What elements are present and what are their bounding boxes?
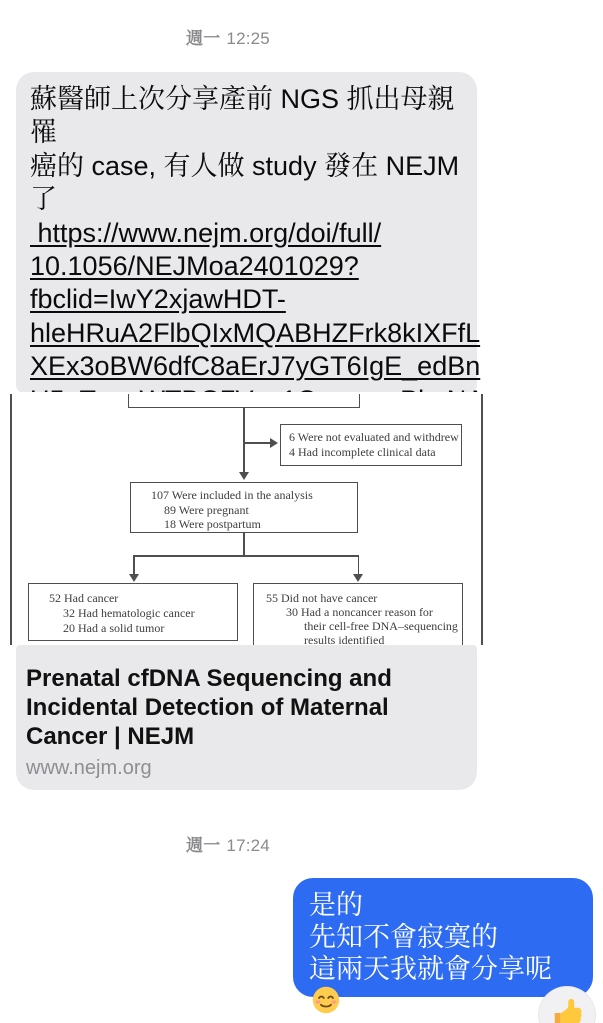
flowchart-withdrawn-box: [280, 424, 462, 466]
flowchart-text: 55 Did not have cancer: [266, 591, 378, 605]
title-line: Prenatal cfDNA Sequencing and: [26, 665, 392, 692]
figure-frame-left: [10, 394, 12, 645]
flowchart-text: 107 Were included in the analysis: [151, 488, 313, 502]
link-line[interactable]: hleHRuA2FlbQIxMQABHZFrk8kIXFfL: [30, 317, 481, 348]
flowchart-text: 52 Had cancer: [49, 591, 119, 605]
link-preview-domain: www.nejm.org: [26, 757, 152, 779]
timestamp-second: [0, 831, 456, 856]
thumbs-up-emoji-icon: [550, 996, 584, 1023]
sent-message-bubble[interactable]: [293, 878, 593, 997]
link-preview-image[interactable]: [0, 392, 603, 645]
flowchart-no-cancer-box: [253, 583, 463, 645]
message-line: 是的: [309, 890, 363, 920]
message-line: 先知不會寂寞的: [309, 922, 498, 952]
message-line: [309, 953, 577, 1021]
flowchart-included-box: [130, 482, 358, 533]
flowchart-text: 89 Were pregnant: [164, 502, 249, 517]
flowchart-text: 4 Had incomplete clinical data: [289, 444, 436, 459]
flow-line: [244, 442, 270, 444]
link-line[interactable]: XEx3oBW6dfC8aErJ7yGT6IgE_edBn: [30, 351, 481, 382]
flowchart-cancer-box: [28, 583, 238, 641]
flow-line: [358, 555, 360, 574]
figure-frame-right: [481, 394, 483, 645]
arrow-down: [239, 472, 249, 480]
flow-line: [243, 408, 245, 472]
message-text: 這兩天我就會分享呢: [309, 954, 552, 984]
title-line: Cancer | NEJM: [26, 723, 195, 750]
flowchart-top-box-partial: [128, 394, 360, 408]
message-line: 癌的 case, 有人做 study 發在 NEJM 了: [30, 150, 460, 215]
flowchart-text: 32 Had hematologic cancer: [63, 606, 195, 620]
arrow-down: [129, 574, 139, 582]
timestamp-time: 12:25: [226, 29, 270, 48]
flowchart-text: 6 Were not evaluated and withdrew: [289, 430, 459, 444]
link-preview-title: [26, 664, 465, 751]
flowchart-text: 18 Were postpartum: [164, 517, 261, 531]
timestamp-time: 17:24: [226, 836, 270, 855]
flowchart-text: 30 Had a noncancer reason for: [286, 605, 433, 619]
flow-line: [133, 555, 359, 557]
flow-line: [133, 555, 135, 574]
smiling-face-emoji-icon: [312, 986, 340, 1021]
link-line[interactable]: 10.1056/NEJMoa2401029?: [30, 251, 359, 282]
received-message-bubble[interactable]: [16, 72, 481, 393]
flowchart-text: results identified: [304, 633, 385, 645]
flowchart-text: 20 Had a solid tumor: [63, 621, 165, 635]
flowchart-text: their cell-free DNA–sequencing: [304, 619, 458, 633]
timestamp-first: [0, 24, 456, 49]
timestamp-day: 週一: [186, 29, 221, 48]
link-line[interactable]: https://www.nejm.org/doi/full/: [30, 217, 382, 248]
flow-line: [243, 533, 245, 555]
link-line[interactable]: fbclid=IwY2xjawHDT-: [30, 284, 286, 315]
arrow-right: [270, 438, 278, 448]
timestamp-day: 週一: [186, 836, 221, 855]
title-line: Incidental Detection of Maternal: [26, 694, 389, 721]
arrow-down: [353, 574, 363, 582]
link-preview-card[interactable]: [16, 645, 477, 790]
message-line: 蘇醫師上次分享產前 NGS 抓出母親罹: [30, 84, 455, 148]
